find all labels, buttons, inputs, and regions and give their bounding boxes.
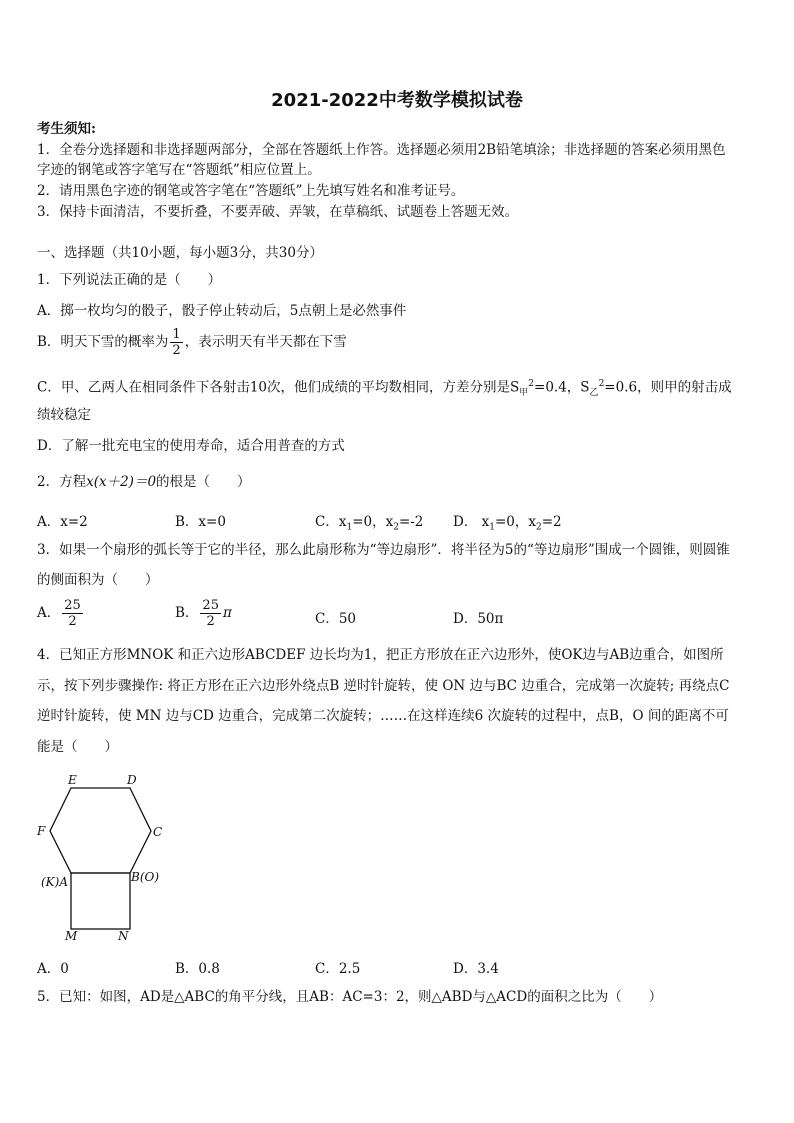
exam-title: 2021-2022中考数学模拟试卷 [271,90,523,111]
q2-stem: 2．方程x(x＋2)＝0的根是（ ） [37,474,251,490]
section-heading: 一、选择题（共10小题，每小题3分，共30分） [37,245,323,261]
square-mnok [71,873,130,929]
q4-figure [34,768,174,948]
q4-option-d: D．3.4 [453,961,499,977]
q3-option-d: D．50π [453,611,504,627]
q1-option-c-line2: 绩较稳定 [37,407,91,423]
label-m: M [65,929,78,943]
q4-stem-line3: 逆时针旋转，使 MN 边与CD 边重合，完成第二次旋转；……在这样连续6 次旋转的过程中，点B，O 间的距离不可 [37,708,729,724]
label-n: N [118,929,129,943]
q4-option-b: B．0.8 [175,961,220,977]
q3-option-c: C．50 [315,611,357,627]
q2-option-a: A．x=2 [37,514,88,530]
q5-stem: 5．已知：如图，AD是△ABC的角平分线，且AB：AC=3：2，则△ABD与△ACD的面积之比为（ ） [37,989,663,1005]
label-f: F [37,824,46,838]
label-c: C [153,825,163,839]
q2-option-d: D． $x_1=0$，$x_2=2$ [453,514,562,533]
q2-equation: x(x＋2)＝0 [86,474,157,490]
notice-item-2: 2．请用黑色字迹的钢笔或答字笔在“答题纸”上先填写姓名和准考证号。 [37,183,465,199]
notice-item-1b: 字迹的钢笔或答字笔写在“答题纸”相应位置上。 [37,162,321,178]
notice-heading: 考生须知: [37,121,96,137]
label-e: E [68,773,77,787]
q3-option-b: B． $\frac{25}{2}$ π [175,598,232,629]
q1-option-c-line1: C．甲、乙两人在相同条件下各射击10次，他们成绩的平均数相同，方差分别是$S_甲^2=0.4$，$S_乙^2=0.6$，则甲的射击成 [37,379,732,399]
hexagon-abcdef [50,788,151,873]
q4-option-c: C．2.5 [315,961,361,977]
q2-option-b: B．x=0 [175,514,226,530]
label-ka: (K)A [41,875,68,889]
q2-option-c: C．$x_1=0$，$x_2=-2$ [315,514,424,533]
q4-stem-line4: 能是（ ） [37,739,118,755]
q3-option-a: A． $\frac{25}{2}$ [37,598,81,629]
notice-item-1a: 1．全卷分选择题和非选择题两部分，全部在答题纸上作答。选择题必须用2B铅笔填涂；非选择题的答案必须用黑色 [37,142,726,158]
q4-stem-line1: 4．已知正方形MNOK 和正六边形ABCDEF 边长均为1，把正方形放在正六边形外，使OK边与AB边重合，如图所 [37,647,724,663]
q1-option-d: D．了解一批充电宝的使用寿命，适合用普查的方式 [37,438,345,454]
notice-item-3: 3．保持卡面清洁，不要折叠，不要弄破、弄皱，在草稿纸、试题卷上答题无效。 [37,204,519,220]
label-d: D [127,773,137,787]
q3-stem-line2: 的侧面积为（ ） [37,572,159,588]
q3-stem-line1: 3．如果一个扇形的弧长等于它的半径，那么此扇形称为“等边扇形”．将半径为5的“等边扇形”围成一个圆锥，则圆锥 [37,542,730,558]
fraction-half: $\frac{1}{2}$ [172,327,181,358]
q4-stem-line2: 示，按下列步骤操作: 将正方形在正六边形外绕点B 逆时针旋转，使 ON 边与BC 边重合，完成第一次旋转; 再绕点C [37,678,730,694]
q4-option-a: A．0 [37,961,69,977]
q1-stem: 1．下列说法正确的是（ ） [37,272,222,288]
label-bo: B(O) [131,870,160,884]
q1-option-a: A．掷一枚均匀的骰子，骰子停止转动后，5点朝上是必然事件 [37,303,407,319]
q1-option-b: B．明天下雪的概率为 $\frac{1}{2}$ ，表示明天有半天都在下雪 [37,327,347,358]
